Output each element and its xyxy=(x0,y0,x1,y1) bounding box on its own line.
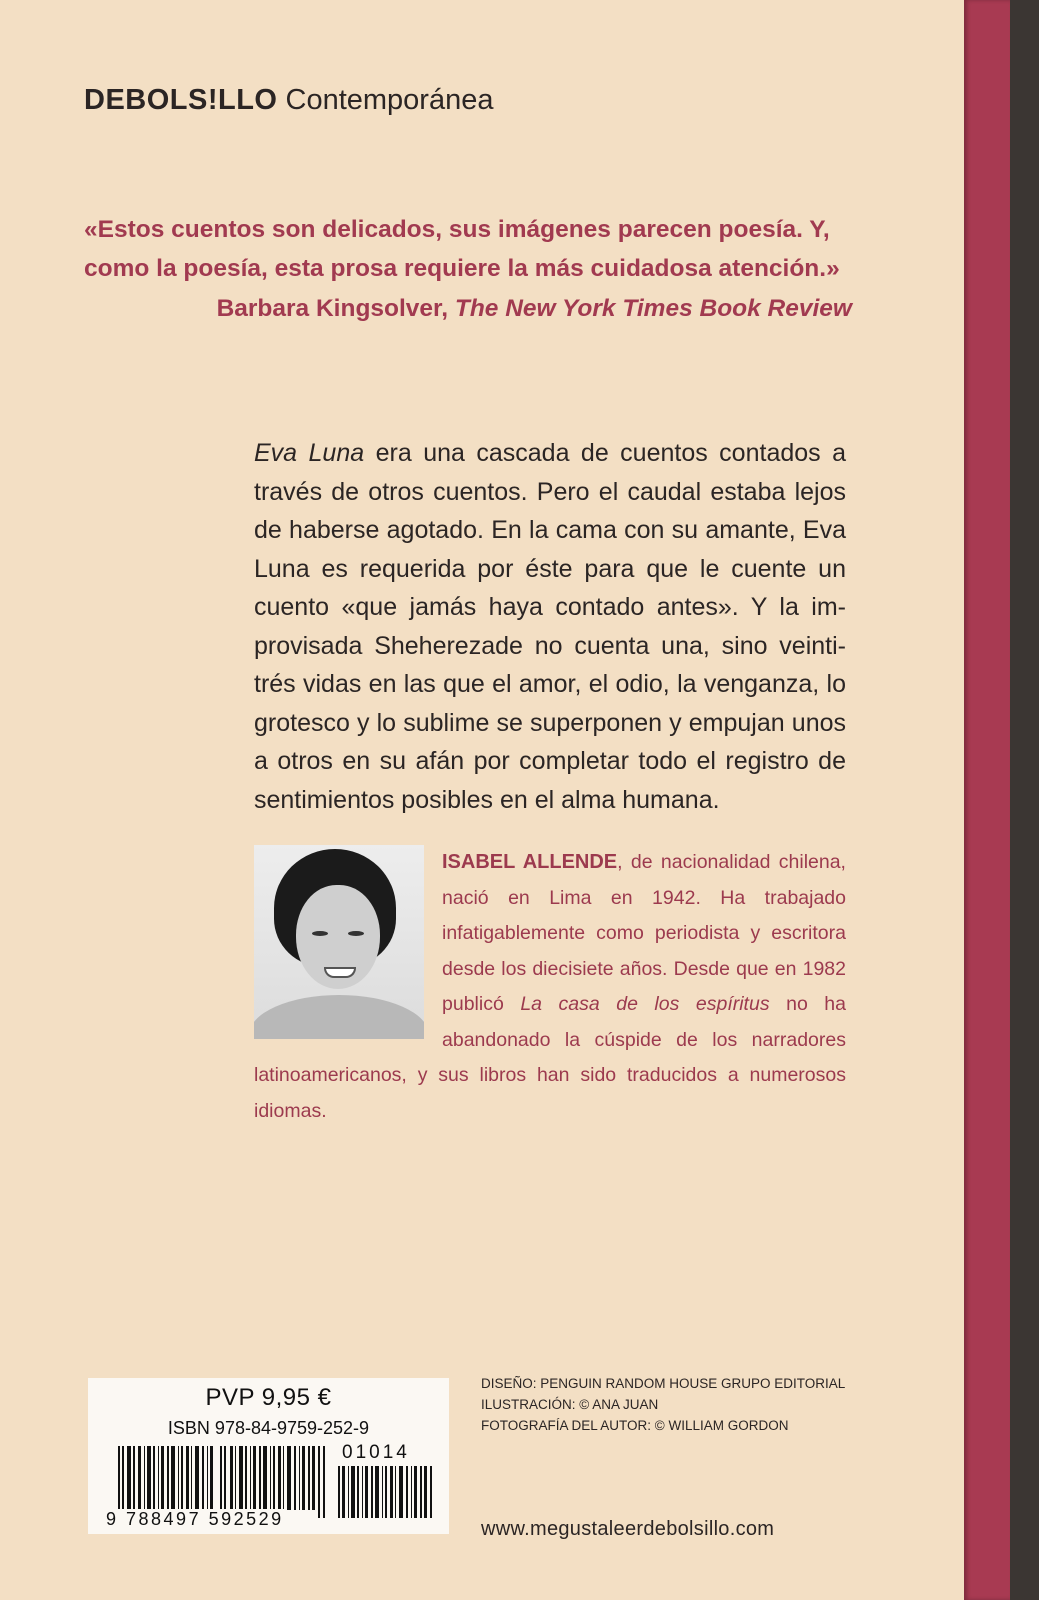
author-photo xyxy=(254,845,424,1039)
credits xyxy=(481,1373,901,1436)
price-barcode-label xyxy=(88,1378,449,1534)
brand-logo: DEBOLS!LLO xyxy=(84,84,278,116)
quote-source: The New York Times Book Review xyxy=(454,295,852,322)
price: PVP 9,95 € xyxy=(205,1384,332,1411)
quote-author: Barbara Kingsolver, xyxy=(216,295,449,322)
synopsis-text: era una cascada de cuentos contados a través de otros cuentos. Pero el caudal estaba lejos de haberse agotado. En la cama con su amante, Eva Luna es requerida por éste para que le cuente un cuento «que jamás haya contado antes». Y la improvisada Sheherezade no cuenta una, sino veintitrés vidas en las que el amor, el odio, la venganza, lo grotesco y lo sublime se superponen y empujan unos a otros en su afán por completar todo el registro de sentimientos posibles en el alma humana. xyxy=(254,439,847,814)
isbn: ISBN 978-84-9759-252-9 xyxy=(167,1418,370,1438)
bio-text-2: no ha abandonado la cúspide de los narradores latinoamericanos, y sus libros han sido traducidos a numerosos idiomas. xyxy=(254,993,846,1122)
book-edge xyxy=(1010,0,1039,1600)
barcode-addon-number: 01014 xyxy=(342,1442,410,1463)
bio-text-1: , de nacionalidad chilena, nació en Lima en 1942. Ha trabajado infatigablemente como periodista y escritora desde los diecisiete años. Desde que en 1982 publicó xyxy=(442,851,846,1015)
review-quote xyxy=(84,210,852,328)
barcode-icon xyxy=(118,1446,330,1518)
credit-photo: FOTOGRAFÍA DEL AUTOR: © WILLIAM GORDON xyxy=(481,1418,789,1433)
bio-book-title: La casa de los espíritus xyxy=(520,993,770,1015)
publisher-brand xyxy=(84,84,493,117)
book-synopsis xyxy=(254,434,846,819)
barcode-number: 9 788497 592529 xyxy=(106,1509,284,1529)
collection-name: Contemporánea xyxy=(285,84,494,116)
quote-text: «Estos cuentos son delicados, sus imágenes parecen poesía. Y, como la poesía, esta prosa requiere la más cuidadosa atención.» xyxy=(84,216,840,282)
addon-barcode-icon xyxy=(338,1466,433,1518)
author-name: ISABEL ALLENDE xyxy=(442,851,618,873)
quote-attribution xyxy=(84,289,852,328)
publisher-website: www.megustaleerdebolsillo.com xyxy=(481,1518,775,1540)
synopsis-title: Eva Luna xyxy=(254,439,365,467)
book-spine xyxy=(964,0,1010,1600)
credit-design: DISEÑO: PENGUIN RANDOM HOUSE GRUPO EDITORIAL xyxy=(481,1376,846,1391)
credit-illustration: ILUSTRACIÓN: © ANA JUAN xyxy=(481,1397,659,1412)
author-bio xyxy=(254,845,846,1129)
